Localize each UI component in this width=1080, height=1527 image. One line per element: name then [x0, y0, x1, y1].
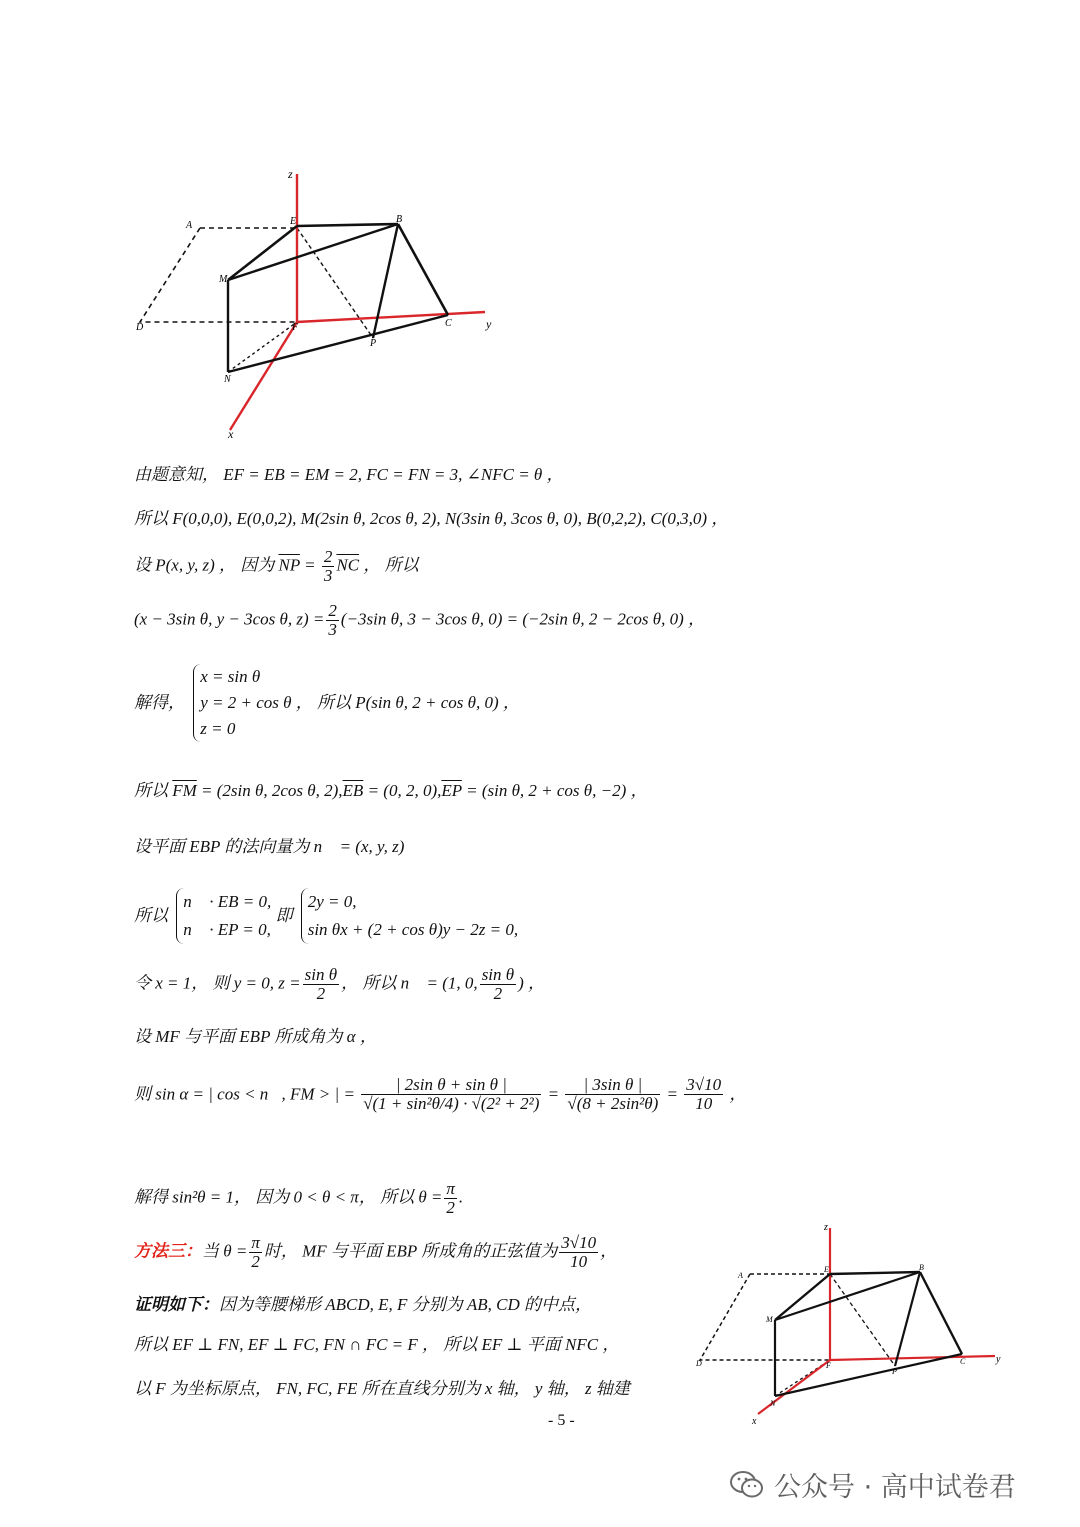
label-a: A [186, 220, 193, 231]
line-sin-alpha: 则 sin α = | cos < n⃗, FM > | = $\frac{\text{| 2sin θ + sin θ |}}{\text{√(1 + sin²θ/4) · √(2² + 2²)}}$ = $\frac{\text{| 3sin θ |}}{\text{√(8 + 2sin²θ)}}$ = $\frac{3√10}{10}$ ， [134, 1075, 747, 1113]
line-perpendicular: 所以 EF ⊥ FN, EF ⊥ FC, FN ∩ FC = F ， 所以 EF ⊥ 平面 NFC ， [134, 1335, 620, 1354]
label-f: F [292, 322, 299, 333]
figure-top [130, 160, 510, 450]
line-coordinates: 所以 F(0,0,0), E(0,0,2), M(2sin θ, 2cos θ, 2), N(3sin θ, 3cos θ, 0), B(0,2,2), C(0,3,0) ， [134, 509, 729, 528]
label-b: B [396, 214, 403, 225]
label-m-2: M [766, 1315, 773, 1324]
line-solve-theta: 解得 sin²θ = 1， 因为 0 < θ < π， 所以 θ = $\frac{\pi}{2}$ . [134, 1179, 464, 1217]
line-origin: 以 F 为坐标原点， FN, FC, FE 所在直线分别为 x 轴， y 轴， z 轴建 [134, 1379, 630, 1398]
method-three-heading: 方法三： [134, 1241, 202, 1261]
line-method-three: 方法三：当 θ = $\frac{\pi}{2}$ 时， MF 与平面 EBP 所成角的正弦值为 $\frac{3√10}{10}$ ， [134, 1233, 618, 1271]
line-angle-alpha: 设 MF 与平面 EBP 所成角为 α ， [134, 1027, 377, 1046]
label-d: D [136, 322, 144, 333]
line-vector-equation: (x − 3sin θ, y − 3cos θ, z) = $\frac{2}{3}$ (−3sin θ, 3 − 3cos θ, 0) = (−2sin θ, 2 − 2cos θ, 0) ， [134, 601, 706, 639]
wechat-icon [730, 1470, 764, 1500]
line-system: 所以 n⃗ · EB = 0, n⃗ · EP = 0, 即 2y = 0, sin θx + (2 + cos θ)y − 2z = 0, [134, 888, 518, 944]
page-number: - 5 - [548, 1412, 575, 1429]
label-f-2: F [826, 1361, 831, 1370]
line-proof: 证明如下：因为等腰梯形 ABCD, E, F 分别为 AB, CD 的中点， [134, 1295, 593, 1314]
label-p: P [370, 338, 377, 349]
label-p-2: P [892, 1367, 897, 1376]
label-e: E [290, 216, 297, 227]
label-c-2: C [960, 1357, 966, 1366]
label-x-2: x [752, 1416, 757, 1426]
label-y-2: y [996, 1354, 1001, 1365]
line-given: 由题意知， EF = EB = EM = 2, FC = FN = 3, ∠NFC = θ ， [134, 465, 564, 484]
line-let-x: 令 x = 1， 则 y = 0, z = $\frac{\text{sin θ}}{2}$ ， 所以 n⃗ = (1, 0, $\frac{\text{sin θ}}{2}$ ) ， [134, 965, 546, 1003]
line-normal-vector: 设平面 EBP 的法向量为 n⃗ = (x, y, z) ， [134, 837, 422, 856]
label-n-2: N [770, 1399, 776, 1408]
label-c: C [445, 318, 452, 329]
label-z: z [288, 167, 293, 181]
label-m: M [219, 274, 228, 285]
label-y: y [486, 317, 492, 331]
line-set-p: 设 P(x, y, z) ， 因为 $\overline{NP}$ = $\frac{2}{3}$ $\overline{NC}$ ， 所以 [134, 547, 419, 585]
label-a-2: A [738, 1271, 743, 1280]
watermark [730, 1465, 1016, 1504]
proof-heading: 证明如下： [134, 1295, 219, 1314]
line-vectors: 所以 $\overline{FM} = (2\sin$ θ, 2cos θ, $2),\overline{EB} = (0$, 2, $0),\overline{EP} = (\sin$ θ, 2 + cos θ, −2) ， [134, 781, 648, 800]
figure-bottom [690, 1216, 1020, 1426]
label-x: x [228, 427, 234, 441]
line-solve-p: 解得， x = sin θ y = 2 + cos θ z = 0 ， 所以 P(sin θ, 2 + cos θ, 0) ， [134, 664, 520, 742]
label-b-2: B [919, 1263, 924, 1272]
label-n: N [224, 374, 231, 385]
label-d-2: D [696, 1359, 702, 1368]
label-e-2: E [824, 1265, 829, 1274]
label-z-2: z [824, 1222, 828, 1233]
watermark-text: 公众号 · 高中试卷君 [774, 1472, 1016, 1503]
